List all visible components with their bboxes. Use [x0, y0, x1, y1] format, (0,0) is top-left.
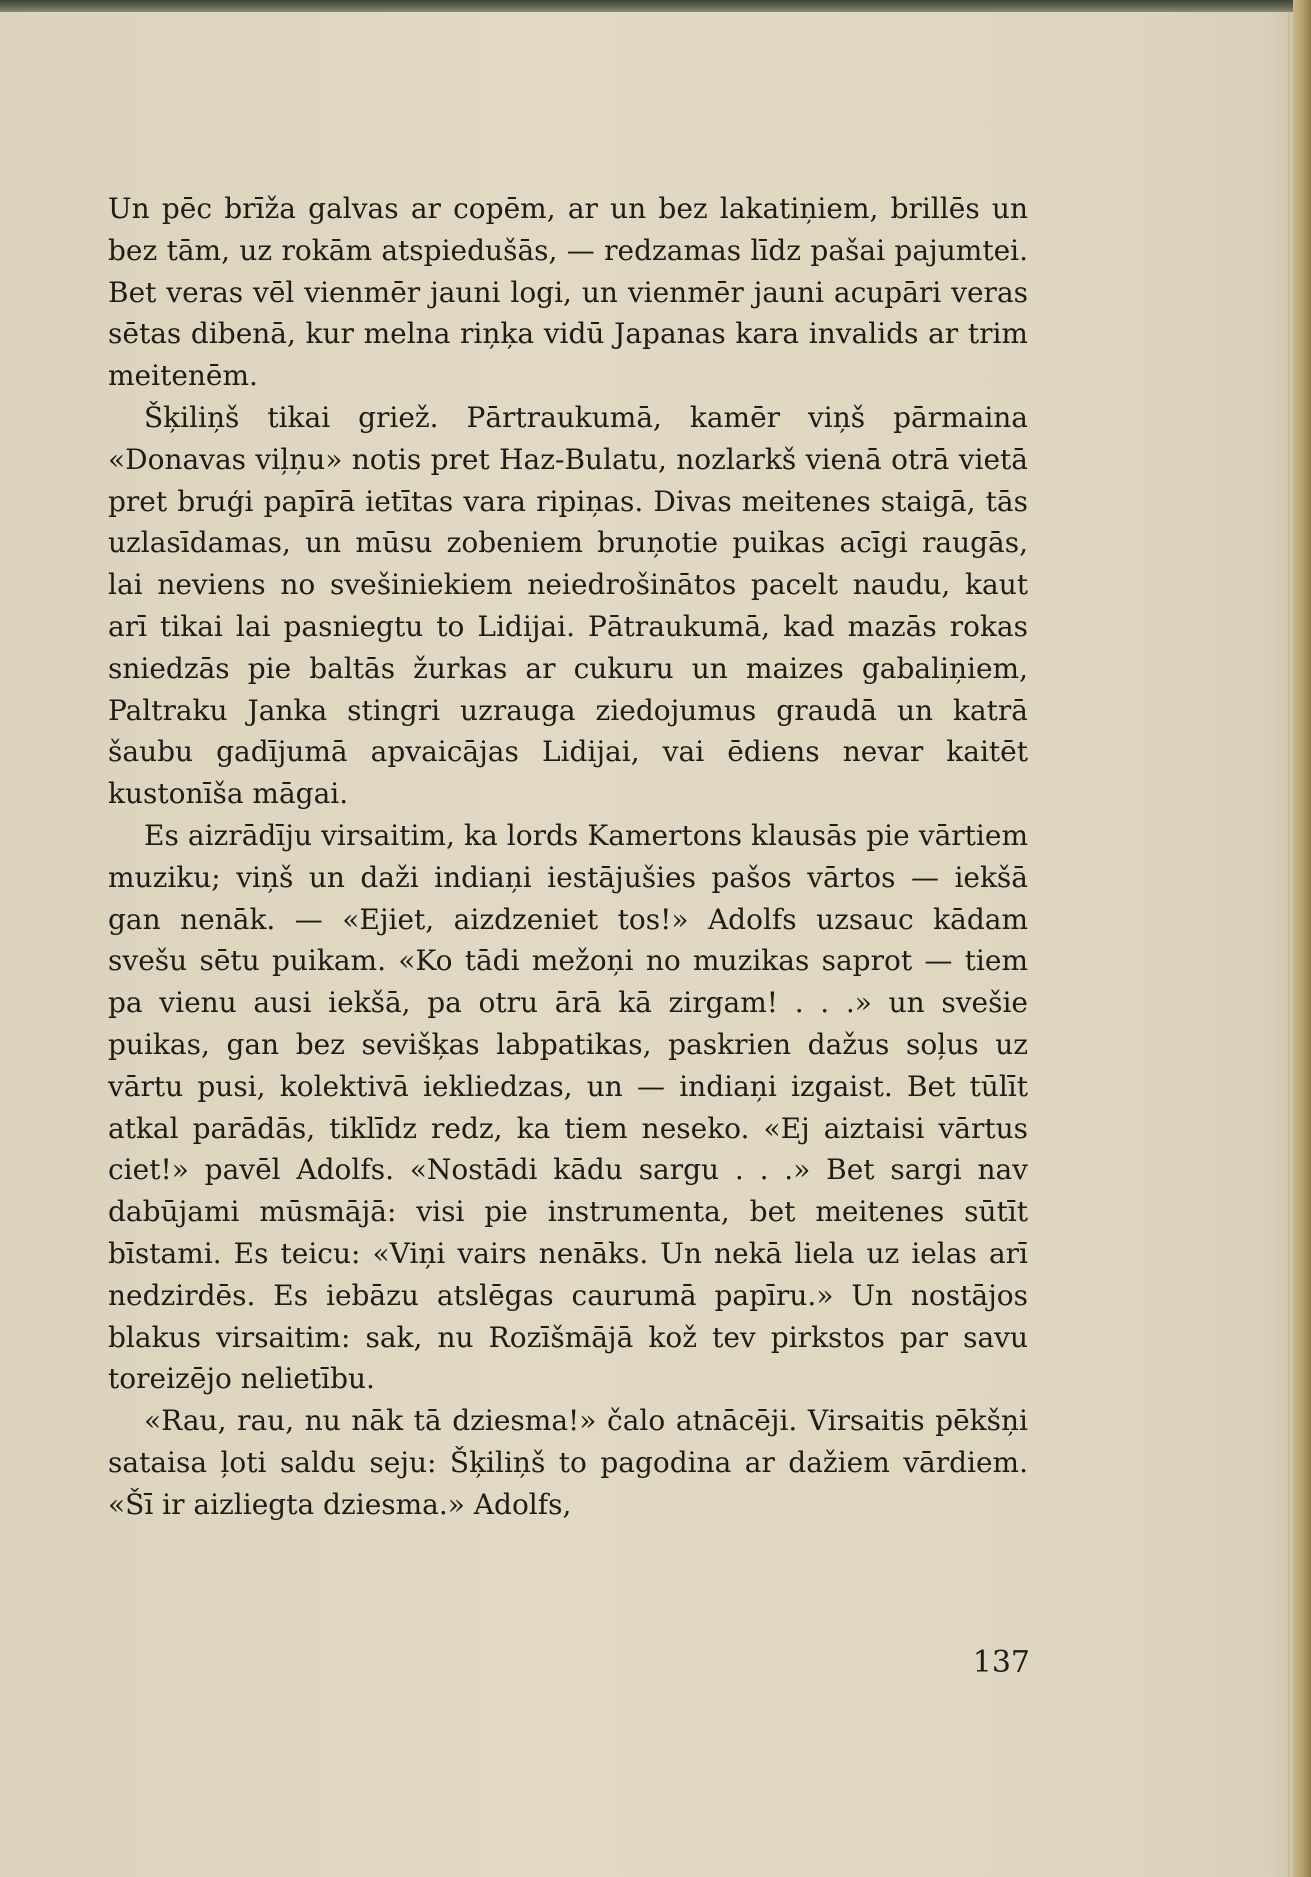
- paragraph-4: «Rau, rau, nu nāk tā dziesma!» čalo atnācēji. Virsaitis pēkšņi sataisa ļoti saldu seju: Šķiliņš to pagodina ar dažiem vārdiem. «Šī ir aizliegta dziesma.» Adolfs,: [108, 1404, 1028, 1521]
- page-edge-line: [1288, 12, 1290, 1877]
- page-number: 137: [972, 1645, 1030, 1680]
- paragraph-3: Es aizrādīju virsaitim, ka lords Kamertons klausās pie vārtiem muziku; viņš un daži indiaņi iestājušies pašos vārtos — iekšā gan nenāk. — «Ejiet, aizdzeniet tos!» Adolfs uzsauc kādam svešu sētu puikam. «Ko tādi mežoņi no muzikas saprot — tiem pa vienu ausi iekšā, pa otru ārā kā zirgam! . . .» un svešie puikas, gan bez sevišķas labpatikas, paskrien dažus soļus uz vārtu pusi, kolektivā iekliedzas, un — indiaņi izgaist. Bet tūlīt atkal parādās, tiklīdz redz, ka tiem neseko. «Ej aiztaisi vārtus ciet!» pavēl Adolfs. «Nostādi kādu sargu . . .» Bet sargi nav dabūjami mūsmājā: visi pie instrumenta, bet meitenes sūtīt bīstami. Es teicu: «Viņi vairs nenāks. Un nekā liela uz ielas arī nedzirdēs. Es iebāzu atslēgas caurumā papīru.» Un nostājos blakus virsaitim: sak, nu Rozīšmājā kož tev pirkstos par savu toreizējo nelietību.: [108, 818, 1028, 1396]
- paragraph-2: Šķiliņš tikai griež. Pārtraukumā, kamēr viņš pārmaina «Donavas viļņu» notis pret Haz-Bulatu, nozlarkš vienā otrā vietā pret bruģi papīrā ietītas vara ripiņas. Divas meitenes staigā, tās uzlasīdamas, un mūsu zobeniem bruņotie puikas acīgi raugās, lai neviens no svešiniekiem neiedrošinātos pacelt naudu, kaut arī tikai lai pasniegtu to Lidijai. Pātraukumā, kad mazās rokas sniedzās pie baltās žurkas ar cukuru un maizes gabaliņiem, Paltraku Janka stingri uzrauga ziedojumus graudā un katrā šaubu gadījumā apvaicājas Lidijai, vai ēdiens nevar kaitēt kustonīša māgai.: [108, 400, 1028, 811]
- body-text: [108, 188, 1028, 1526]
- book-cover-edge: [1293, 0, 1311, 1877]
- paragraph-1: Un pēc brīža galvas ar copēm, ar un bez lakatiņiem, brillēs un bez tām, uz rokām atspiedušās, — redzamas līdz pašai pajumtei. Bet veras vēl vienmēr jauni logi, un vienmēr jauni acupāri veras sētas dibenā, kur melna riņķa vidū Japanas kara invalids ar trim meitenēm.: [108, 192, 1028, 393]
- page-top-edge: [0, 0, 1311, 12]
